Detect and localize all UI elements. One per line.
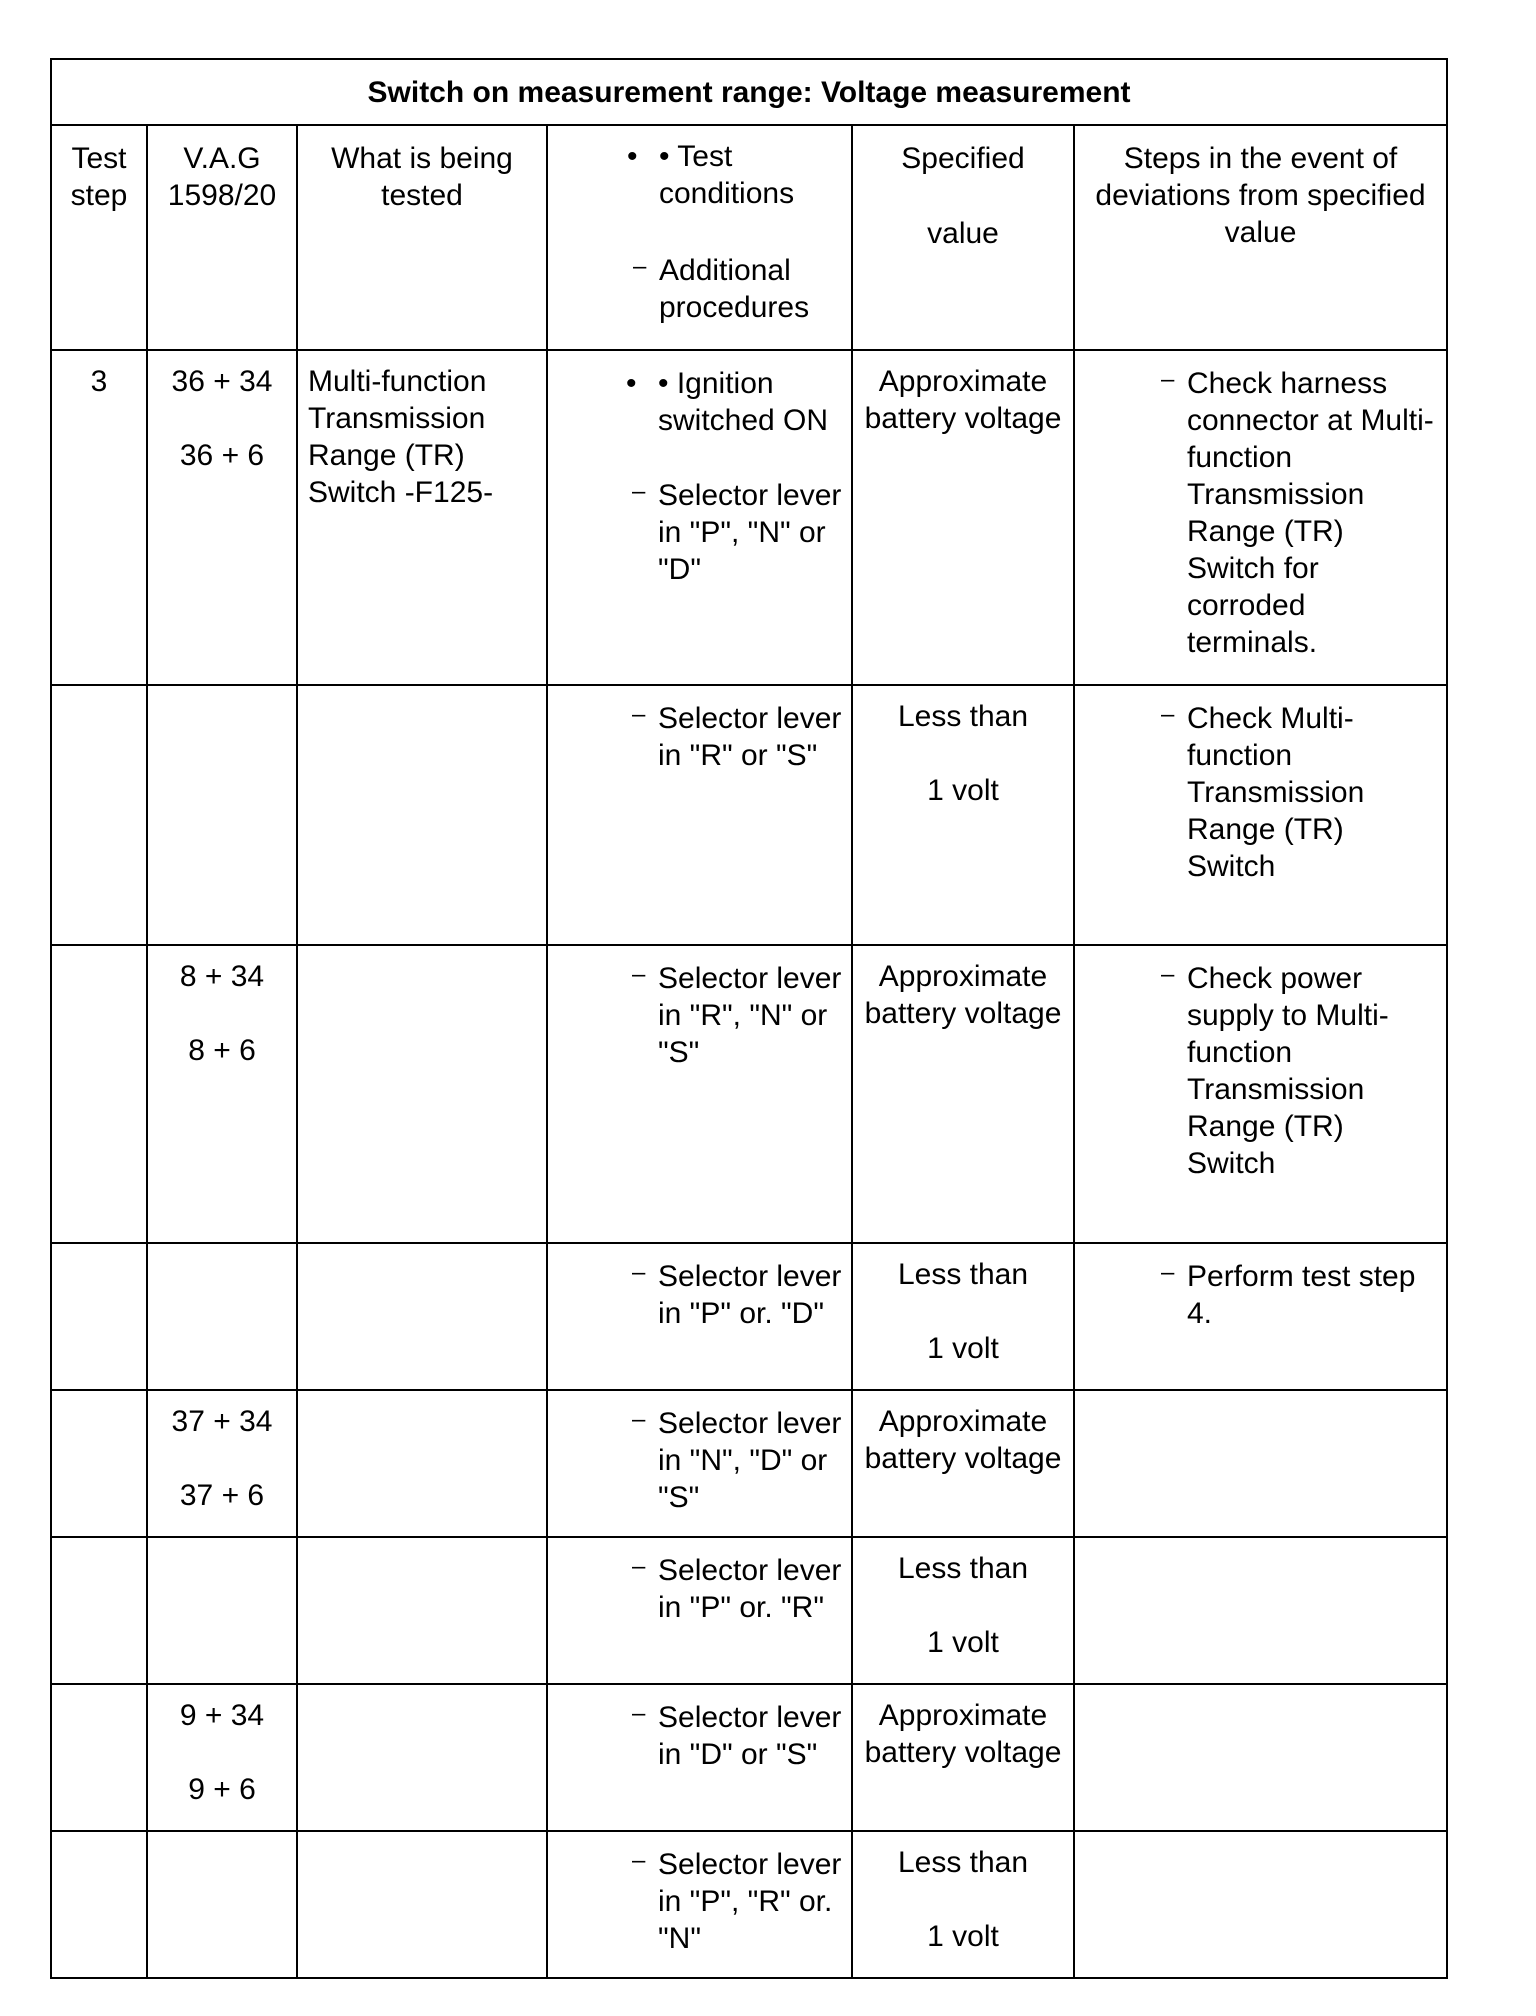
cell-conditions <box>547 1684 852 1831</box>
vag-line-1: 9 + 34 <box>179 1699 265 1732</box>
cell-what-tested <box>297 1537 547 1684</box>
header-what-tested: What is being tested <box>297 125 547 350</box>
cell-test-step <box>51 1684 147 1831</box>
cell-specified-value <box>852 1684 1074 1831</box>
cell-conditions <box>547 1243 852 1390</box>
cell-vag <box>147 685 297 945</box>
cell-test-step <box>51 1831 147 1978</box>
cell-steps <box>1074 1684 1447 1831</box>
spec-line-1: Approximate battery voltage <box>864 1405 1062 1475</box>
vag-line-2: 9 + 6 <box>188 1773 256 1806</box>
spec-line-1: Less than <box>897 700 1029 733</box>
cell-test-step: 3 <box>51 350 147 685</box>
header-conditions-bullet: • • Test conditions <box>549 138 845 212</box>
cell-steps <box>1074 1243 1447 1390</box>
cell-what-tested <box>297 1684 547 1831</box>
vag-line-2: 37 + 6 <box>179 1479 265 1512</box>
table-row <box>51 1390 1447 1537</box>
table-row <box>51 945 1447 1243</box>
cell-conditions <box>547 350 852 685</box>
cell-specified-value <box>852 1243 1074 1390</box>
header-vag: V.A.G 1598/20 <box>147 125 297 350</box>
condition-dash: – Selector lever in "P", "N" or "D" <box>548 477 845 588</box>
spec-line-1: Approximate battery voltage <box>864 365 1062 435</box>
table-title: Switch on measurement range: Voltage measurement <box>51 59 1447 125</box>
cell-steps <box>1074 1390 1447 1537</box>
cell-vag <box>147 1537 297 1684</box>
cell-steps <box>1074 1831 1447 1978</box>
cell-vag <box>147 945 297 1243</box>
cell-test-step <box>51 685 147 945</box>
header-spec-line2: value <box>927 217 999 250</box>
cell-what-tested <box>297 1831 547 1978</box>
cell-steps <box>1074 1537 1447 1684</box>
table-row <box>51 350 1447 685</box>
condition-bullet: • • Ignition switched ON <box>548 365 845 439</box>
cell-conditions <box>547 685 852 945</box>
spec-line-1: Less than <box>897 1552 1029 1585</box>
condition-dash: – Selector lever in "R" or "S" <box>548 700 845 774</box>
cell-specified-value <box>852 1390 1074 1537</box>
condition-dash: – Selector lever in "R", "N" or "S" <box>548 960 845 1071</box>
vag-line-2: 36 + 6 <box>179 439 265 472</box>
cell-test-step <box>51 1390 147 1537</box>
vag-line-1: 37 + 34 <box>171 1405 273 1438</box>
table-row <box>51 1684 1447 1831</box>
condition-dash: – Selector lever in "N", "D" or "S" <box>548 1405 845 1516</box>
condition-dash: – Selector lever in "P" or. "R" <box>548 1552 845 1626</box>
cell-conditions <box>547 1537 852 1684</box>
cell-specified-value <box>852 1831 1074 1978</box>
header-conditions-dash: – Additional procedures <box>549 252 845 326</box>
vag-line-2: 8 + 6 <box>188 1034 256 1067</box>
spec-line-1: Less than <box>897 1258 1029 1291</box>
voltage-measurement-table <box>50 58 1448 1979</box>
spec-line-1: Approximate battery voltage <box>864 960 1062 1030</box>
step-instruction: – Perform test step 4. <box>1075 1258 1438 1332</box>
cell-conditions <box>547 945 852 1243</box>
cell-specified-value <box>852 685 1074 945</box>
spec-line-2: 1 volt <box>927 1626 999 1659</box>
spec-line-1: Approximate battery voltage <box>864 1699 1062 1769</box>
cell-test-step <box>51 1537 147 1684</box>
cell-vag <box>147 1390 297 1537</box>
cell-specified-value <box>852 350 1074 685</box>
cell-conditions <box>547 1831 852 1978</box>
table-row <box>51 685 1447 945</box>
cell-what-tested <box>297 1243 547 1390</box>
cell-vag <box>147 1684 297 1831</box>
spec-line-2: 1 volt <box>927 774 999 807</box>
header-specified-value <box>852 125 1074 350</box>
condition-dash: – Selector lever in "D" or "S" <box>548 1699 845 1773</box>
cell-conditions <box>547 1390 852 1537</box>
condition-dash: – Selector lever in "P" or. "D" <box>548 1258 845 1332</box>
cell-what-tested <box>297 685 547 945</box>
cell-test-step <box>51 1243 147 1390</box>
cell-steps <box>1074 945 1447 1243</box>
cell-specified-value <box>852 945 1074 1243</box>
step-instruction: – Check Multi-function Transmission Range (TR) Switch <box>1075 700 1438 885</box>
cell-steps <box>1074 685 1447 945</box>
cell-what-tested: Multi-function Transmission Range (TR) Switch -F125- <box>297 350 547 685</box>
spec-line-1: Less than <box>897 1846 1029 1879</box>
header-spec-line1: Specified <box>901 142 1025 175</box>
cell-what-tested <box>297 945 547 1243</box>
header-conditions <box>547 125 852 350</box>
header-test-step: Test step <box>51 125 147 350</box>
spec-line-2: 1 volt <box>927 1332 999 1365</box>
cell-vag <box>147 350 297 685</box>
cell-what-tested <box>297 1390 547 1537</box>
table-row <box>51 1831 1447 1978</box>
condition-dash: – Selector lever in "P", "R" or. "N" <box>548 1846 845 1957</box>
cell-vag <box>147 1831 297 1978</box>
step-instruction: – Check harness connector at Multi-function Transmission Range (TR) Switch for corroded terminals. <box>1075 365 1438 661</box>
table-row <box>51 1243 1447 1390</box>
header-steps-deviation: Steps in the event of deviations from specified value <box>1074 125 1447 350</box>
cell-steps <box>1074 350 1447 685</box>
spec-line-2: 1 volt <box>927 1920 999 1953</box>
table-row <box>51 1537 1447 1684</box>
cell-test-step <box>51 945 147 1243</box>
cell-specified-value <box>852 1537 1074 1684</box>
cell-vag <box>147 1243 297 1390</box>
vag-line-1: 36 + 34 <box>171 365 273 398</box>
header-row <box>51 125 1447 350</box>
vag-line-1: 8 + 34 <box>179 960 265 993</box>
step-instruction: – Check power supply to Multi-function Transmission Range (TR) Switch <box>1075 960 1438 1182</box>
